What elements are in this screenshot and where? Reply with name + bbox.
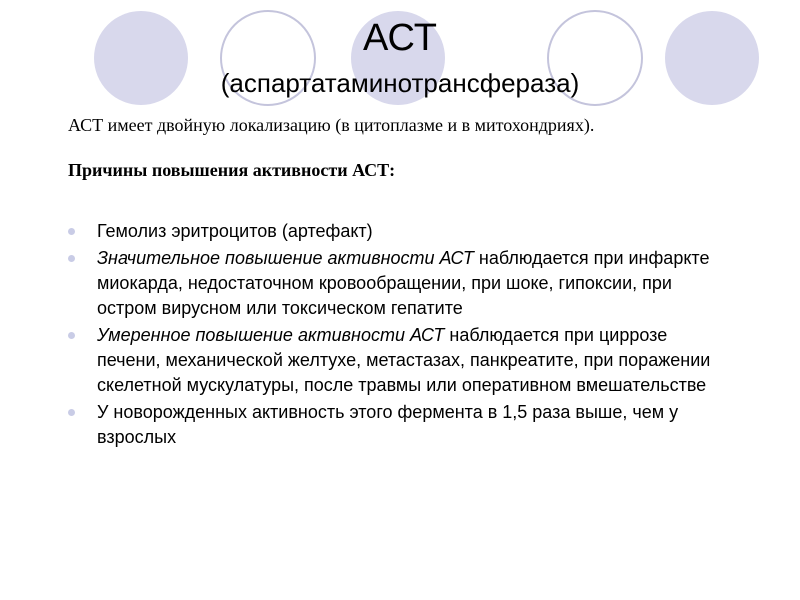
- bullet-icon: [68, 409, 75, 416]
- bullet-emphasis: Значительное повышение активности АСТ: [97, 248, 474, 268]
- list-item: [68, 246, 728, 321]
- slide-title: АСТ: [363, 17, 437, 59]
- bullet-emphasis: Умеренное повышение активности АСТ: [97, 325, 445, 345]
- list-item: [68, 219, 728, 244]
- list-item: [68, 323, 728, 398]
- bullet-text: наблюдается при инфаркте миокарда, недостаточном кровообращении, при шоке, гипоксии, при остром вирусном или токсическом гепатите: [97, 248, 710, 318]
- bullet-icon: [68, 228, 75, 235]
- bullet-icon: [68, 255, 75, 262]
- bullet-text: наблюдается при циррозе печени, механической желтухе, метастазах, панкреатите, при поражении скелетной мускулатуры, после травмы или оперативном вмешательстве: [97, 325, 711, 395]
- section-heading: Причины повышения активности АСТ:: [68, 160, 396, 180]
- list-item: [68, 400, 728, 450]
- bullet-icon: [68, 332, 75, 339]
- intro-text: АСТ имеет двойную локализацию (в цитоплазме и в митохондриях).: [68, 115, 595, 135]
- bullet-text: У новорожденных активность этого фермента в 1,5 раза выше, чем у взрослых: [97, 402, 679, 447]
- bullet-text: Гемолиз эритроцитов (артефакт): [97, 221, 373, 241]
- causes-list: [68, 219, 728, 452]
- slide-subtitle: (аспартатаминотрансфераза): [220, 68, 580, 98]
